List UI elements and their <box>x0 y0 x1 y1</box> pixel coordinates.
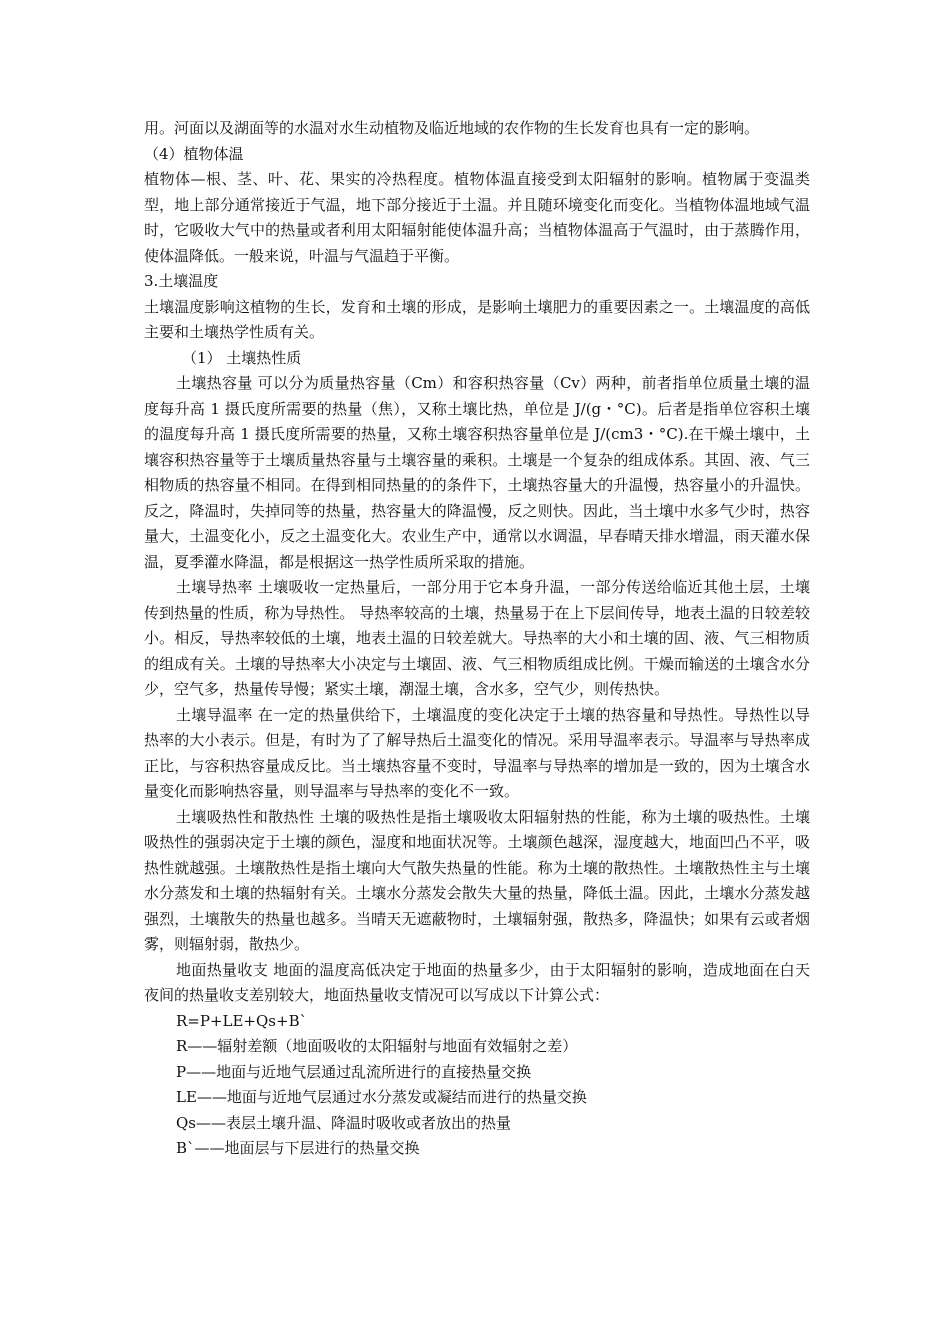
paragraph-soil-temp-intro: 土壤温度影响这植物的生长，发育和土壤的形成，是影响土壤肥力的重要因素之一。土壤温度的高低主要和土壤热学性质有关。 <box>144 297 810 341</box>
paragraph-thermal-conductivity: 土壤导热率 土壤吸收一定热量后，一部分用于它本身升温，一部分传送给临近其他土层，土壤传到热量的性质，称为导热性。 导热率较高的土壤，热量易于在上下层间传导，地表土温的日较差较小。相反，导热率较低的土壤，地表土温的日较差就大。导热率的大小和土壤的固、液、气三相物质的组成有关。土壤的导热率大小决定与土壤固、液、气三相物质组成比例。干燥而输送的土壤含水分少，空气多，热量传导慢；紧实土壤，潮湿土壤，含水多，空气少，则传热快。 <box>144 578 810 698</box>
paragraph-heat-budget: 地面热量收支 地面的温度高低决定于地面的热量多少，由于太阳辐射的影响，造成地面在白天夜间的热量收支差别较大，地面热量收支情况可以写成以下计算公式： <box>144 960 810 1004</box>
heading-plant-temp: （4）植物体温 <box>144 144 244 163</box>
definition-le: LE——地面与近地气层通过水分蒸发或凝结而进行的热量交换 <box>176 1088 587 1106</box>
heading-soil-thermal-properties: （1） 土壤热性质 <box>182 348 302 367</box>
definition-b: B`——地面层与下层进行的热量交换 <box>176 1139 420 1157</box>
paragraph-water-temp-end: 用。河面以及湖面等的水温对水生动植物及临近地域的农作物的生长发育也具有一定的影响。 <box>144 119 760 137</box>
definition-p: P——地面与近地气层通过乱流所进行的直接热量交换 <box>176 1062 532 1081</box>
document-page <box>144 116 810 1162</box>
paragraph-thermal-diffusivity: 土壤导温率 在一定的热量供给下，土壤温度的变化决定于土壤的热容量和导热性。导热性以导热率的大小表示。但是，有时为了了解导热后土温变化的情况。采用导温率表示。导温率与导热率成正比，与容积热容量成反比。当土壤热容量不变时，导温率与导热率的增加是一致的，因为土壤含水量变化而影响热容量，则导温率与导热率的变化不一致。 <box>144 705 810 800</box>
definition-qs: Qs——表层土壤升温、降温时吸收或者放出的热量 <box>176 1113 511 1132</box>
heading-soil-temp: 3.土壤温度 <box>144 272 219 290</box>
paragraph-heat-absorption: 土壤吸热性和散热性 土壤的吸热性是指土壤吸收太阳辐射热的性能，称为土壤的吸热性。土壤吸热性的强弱决定于土壤的颜色，湿度和地面状况等。土壤颜色越深，湿度越大，地面凹凸不平，吸热性就越强。土壤散热性是指土壤向大气散失热量的性能。称为土壤的散热性。土壤散热性主与土壤水分蒸发和土壤的热辐射有关。土壤水分蒸发会散失大量的热量，降低土温。因此，土壤水分蒸发越强烈，土壤散失的热量也越多。当晴天无遮蔽物时，土壤辐射强，散热多，降温快；如果有云或者烟雾，则辐射弱，散热少。 <box>144 807 810 953</box>
formula: R=P+LE+Qs+B` <box>176 1011 308 1030</box>
paragraph-plant-temp: 植物体—根、茎、叶、花、果实的冷热程度。植物体温直接受到太阳辐射的影响。植物属于变温类型，地上部分通常接近于气温，地下部分接近于土温。并且随环境变化而变化。当植物体温地域气温时，它吸收大气中的热量或者利用太阳辐射能使体温升高；当植物体温高于气温时，由于蒸腾作用，使体温降低。一般来说，叶温与气温趋于平衡。 <box>144 170 810 265</box>
definition-r: R——辐射差额（地面吸收的太阳辐射与地面有效辐射之差） <box>176 1037 578 1055</box>
paragraph-heat-capacity: 土壤热容量 可以分为质量热容量（Cm）和容积热容量（Cv）两种，前者指单位质量土壤的温度每升高 1 摄氏度所需要的热量（焦），又称土壤比热，单位是 J/(g・°C)。后者是指单位容积土壤的温度每升高 1 摄氏度所需要的热量，又称土壤容积热容量单位是 J/(cm3・°C).在干燥土壤中，土壤容积热容量等于土壤质量热容量与土壤容量的乘积。土壤是一个复杂的组成体系。其固、液、气三相物质的热容量不相同。在得到相同热量的的条件下，土壤热容量大的升温慢，热容量小的升温快。反之，降温时，失掉同等的热量，热容量大的降温慢，反之则快。因此，当土壤中水多气少时，热容量大，土温变化小，反之土温变化大。农业生产中，通常以水调温，早春晴天排水增温，雨天灌水保温，夏季灌水降温，都是根据这一热学性质所采取的措施。 <box>144 374 810 571</box>
